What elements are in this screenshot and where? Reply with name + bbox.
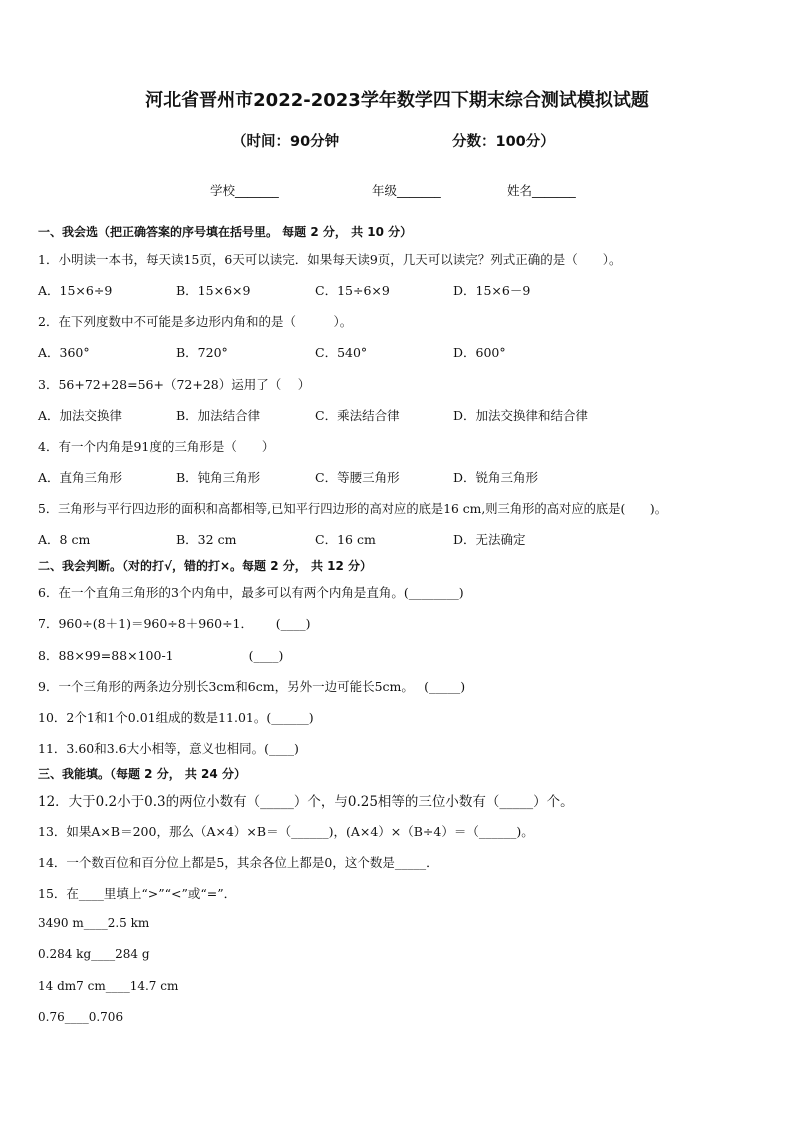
compare-item-4: 0.76____0.706	[38, 1010, 124, 1024]
question-3: 3．56+72+28=56+（72+28）运用了（ ）	[38, 377, 311, 392]
q5-option-d: D．无法确定	[453, 532, 526, 547]
compare-item-1: 3490 m____2.5 km	[38, 916, 150, 930]
exam-score: 分数：100分）	[452, 134, 555, 150]
question-9: 9．一个三角形的两条边分别长3cm和6cm，另外一边可能长5cm。 (_____)	[38, 679, 466, 694]
section-heading-judge: 二、我会判断。（对的打√，错的打×。每题 2 分， 共 12 分）	[38, 559, 372, 573]
question-14: 14．一个数百位和百分位上都是5，其余各位上都是0，这个数是_____．	[38, 855, 439, 870]
q2-option-b: B．720°	[176, 345, 228, 360]
compare-item-2: 0.284 kg____284 g	[38, 947, 150, 961]
q4-option-b: B．钝角三角形	[176, 470, 261, 485]
q5-option-a: A．8 cm	[38, 532, 91, 547]
question-11: 11．3.60和3.6大小相等，意义也相同。(____)	[38, 741, 299, 756]
grade-field: 年级_______	[372, 183, 441, 198]
q4-option-d: D．锐角三角形	[453, 470, 539, 485]
question-5: 5．三角形与平行四边形的面积和高都相等,已知平行四边形的高对应的底是16 cm,则三角形的高对应的底是( )。	[38, 502, 667, 516]
q4-option-c: C．等腰三角形	[315, 470, 400, 485]
section-heading-fill: 三、我能填。（每题 2 分， 共 24 分）	[38, 767, 246, 781]
q1-option-b: B．15×6×9	[176, 283, 251, 298]
question-13: 13．如果A×B＝200，那么（A×4）×B＝（______)，(A×4）×（B÷4）＝（______)。	[38, 824, 534, 839]
question-15: 15．在____里填上“>”“<”或“=”．	[38, 886, 237, 901]
q3-option-b: B．加法结合律	[176, 408, 261, 423]
question-6: 6．在一个直角三角形的3个内角中，最多可以有两个内角是直角。(________)	[38, 585, 464, 600]
q1-option-a: A．15×6÷9	[38, 283, 113, 298]
exam-time: （时间：90分钟	[232, 134, 340, 150]
q3-option-a: A．加法交换律	[38, 408, 123, 423]
question-8: 8．88×99=88×100-1 (____)	[38, 648, 284, 663]
q2-option-d: D．600°	[453, 345, 506, 360]
question-1: 1．小明读一本书，每天读15页，6天可以读完．如果每天读9页，几天可以读完？列式正确的是（ ）。	[38, 252, 622, 267]
q3-option-c: C．乘法结合律	[315, 408, 400, 423]
section-heading-choice: 一、我会选（把正确答案的序号填在括号里。 每题 2 分， 共 10 分）	[38, 225, 413, 239]
question-2: 2．在下列度数中不可能是多边形内角和的是（ ）。	[38, 314, 353, 329]
page-title: 河北省晋州市2022-2023学年数学四下期末综合测试模拟试题	[145, 90, 649, 111]
question-4: 4．有一个内角是91度的三角形是（ ）	[38, 439, 275, 454]
question-10: 10．2个1和1个0.01组成的数是11.01。(______)	[38, 710, 314, 725]
q5-option-c: C．16 cm	[315, 532, 376, 547]
school-field: 学校_______	[210, 183, 279, 198]
q2-option-a: A．360°	[38, 345, 90, 360]
q1-option-d: D．15×6－9	[453, 283, 531, 298]
q5-option-b: B．32 cm	[176, 532, 237, 547]
question-12: 12．大于0.2小于0.3的两位小数有（_____）个，与0.25相等的三位小数有（_____）个。	[38, 794, 574, 810]
q4-option-a: A．直角三角形	[38, 470, 123, 485]
compare-item-3: 14 dm7 cm____14.7 cm	[38, 979, 179, 993]
q2-option-c: C．540°	[315, 345, 368, 360]
question-7: 7．960÷(8＋1)＝960÷8＋960÷1． (____)	[38, 616, 311, 631]
q3-option-d: D．加法交换律和结合律	[453, 408, 589, 423]
name-field: 姓名_______	[507, 183, 576, 198]
q1-option-c: C．15÷6×9	[315, 283, 390, 298]
